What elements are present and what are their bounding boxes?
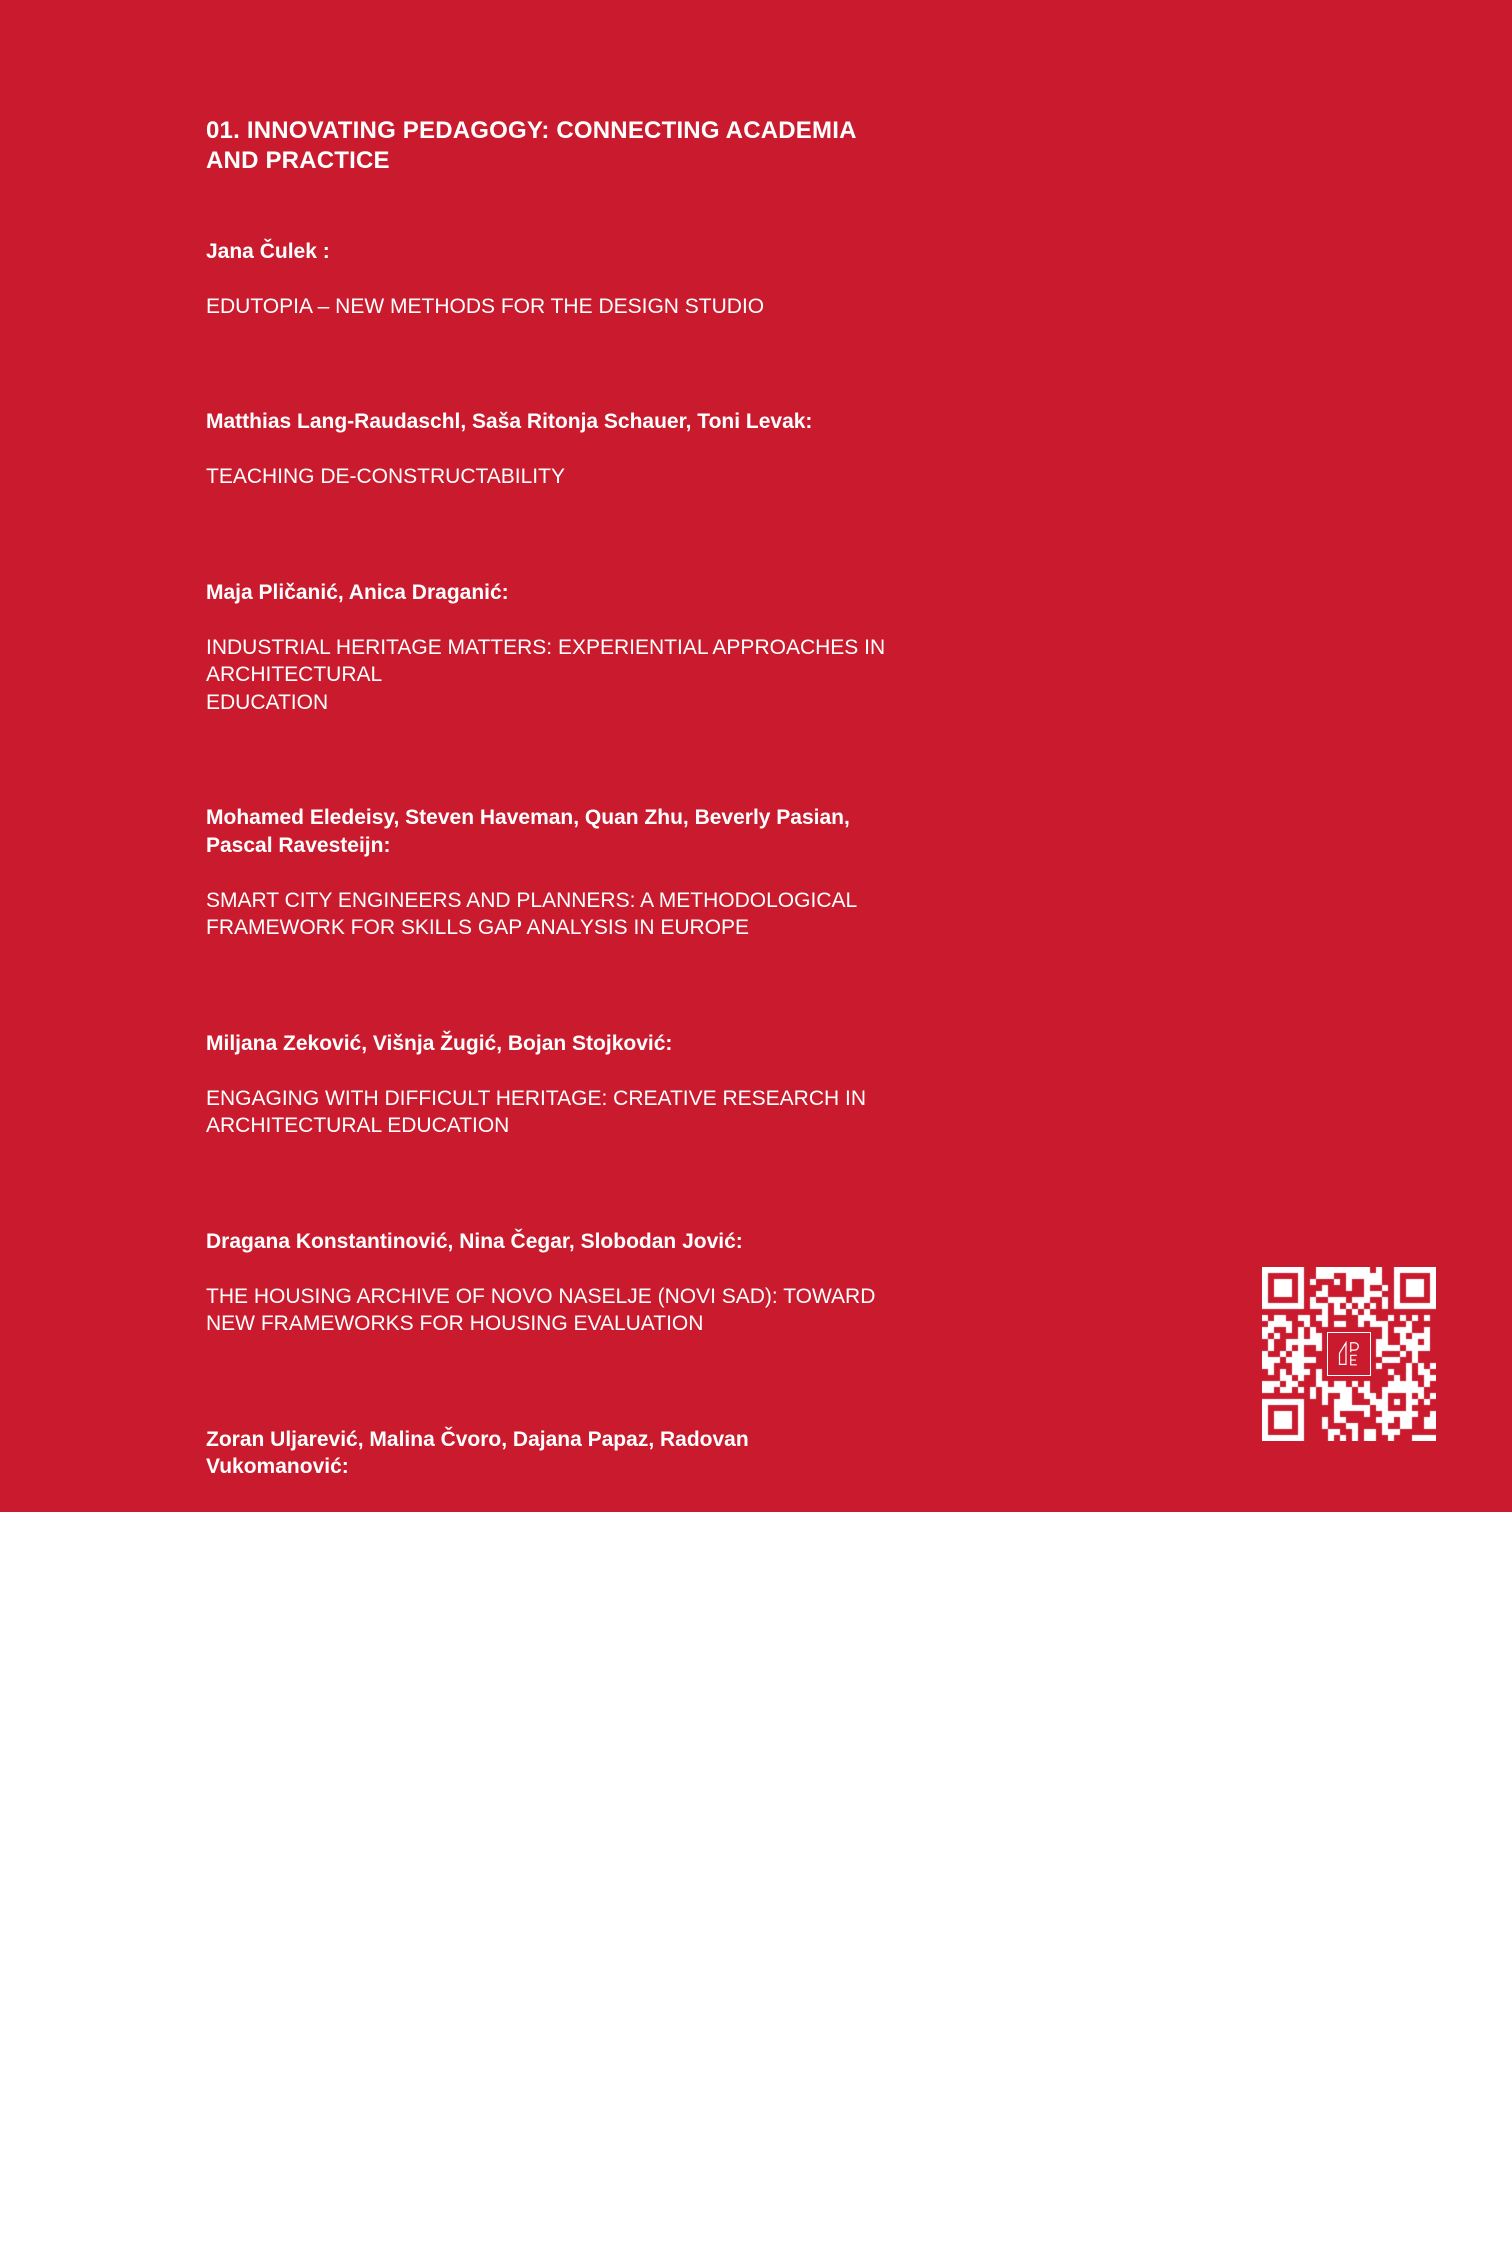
paper-title: THE HOUSING ARCHIVE OF NOVO NASELJE (NOVI SAD): TOWARD NEW FRAMEWORKS FOR HOUSING EVALUATION: [206, 1284, 876, 1335]
paper-entry: [206, 1398, 1136, 1591]
paper-entry: [206, 1002, 1136, 1167]
paper-title: SOCIALLY RESPONSIBLE ACTION AS A FORM OF NEW EXPERIMENTAL PRACTICES FOR ARCHITECTURE STUDENTS: [206, 1708, 831, 1759]
paper-title: SMART CITY ENGINEERS AND PLANNERS: A METHODOLOGICAL FRAMEWORK FOR SKILLS GAP ANALYSIS IN EUROPE: [206, 888, 858, 939]
paper-authors: Miljana Zeković, Višnja Žugić, Bojan Stojković:: [206, 1031, 673, 1055]
paper-authors: Dragana Konstantinović, Nina Čegar, Slobodan Jović:: [206, 1229, 743, 1253]
paper-title: TEACHING DE-CONSTRUCTABILITY: [206, 465, 565, 488]
paper-title: INDUSTRIAL HERITAGE MATTERS: EXPERIENTIAL APPROACHES IN ARCHITECTURAL EDUCATION: [206, 635, 886, 714]
paper-authors: Matthias Lang-Raudaschl, Saša Ritonja Schauer, Toni Levak:: [206, 410, 813, 433]
paper-title: ENGAGING WITH DIFFICULT HERITAGE: CREATIVE RESEARCH IN ARCHITECTURAL EDUCATION: [206, 1086, 867, 1137]
paper-authors: Igor Kuvač, Diana Stupar, Markus Schwai:: [206, 1653, 625, 1676]
paper-title: ANALOGOUS MAP AS A TOOL FOR CRITICAL THINKING IN ARCHITECTURAL HIGER EDUCATION: [206, 2131, 786, 2182]
triangle-pe-monogram-icon: [1330, 1335, 1368, 1373]
paper-list: [206, 210, 1136, 2212]
paper-authors: Maja Pličanić, Anica Draganić:: [206, 580, 509, 604]
paper-entry: [206, 2020, 1136, 2213]
paper-title: EDUTOPIA – NEW METHODS FOR THE DESIGN STUDIO: [206, 294, 765, 318]
paper-entry: [206, 210, 1136, 348]
paper-entry: [206, 1624, 1136, 1789]
section-title: 01. INNOVATING PEDAGOGY: CONNECTING ACADEMIA AND PRACTICE: [206, 117, 857, 174]
qr-center-logo: [1327, 1332, 1371, 1376]
paper-authors: Ana Nikezić, Jelena Ristić Trajković, Aleksandra Milovanović , Aleksandra Đorđević, Mladen Pešić:: [206, 2049, 823, 2100]
paper-entry: [206, 1200, 1136, 1365]
paper-entry: [206, 777, 1136, 970]
paper-authors: Zoran Uljarević, Malina Čvoro, Dajana Papaz, Radovan Vukomanović:: [206, 1427, 749, 1478]
paper-entry: [206, 551, 1136, 744]
paper-entry: [206, 381, 1136, 519]
qr-code: [1262, 1267, 1436, 1441]
paper-title: DISPROGRAMMING THE SYLLABUS: EMBRACING NON-UTILITY IN ARCHITECTURAL DESIGN: [206, 1906, 870, 1957]
paper-entry: [206, 1822, 1136, 1987]
paper-authors: Mohamed Eledeisy, Steven Haveman, Quan Zhu, Beverly Pasian, Pascal Ravesteijn:: [206, 806, 850, 857]
program-content: [206, 116, 1136, 2245]
paper-title: SHIFTING BOUNDARIES: KNOWLEDGE TRANSFER BEYOND SCHOOL ZONES: [206, 1510, 905, 1561]
paper-authors: Višnja Žugić, Bojan Stojković, Petar Mitrović:: [206, 1851, 657, 1874]
paper-authors: Jana Čulek :: [206, 239, 330, 263]
